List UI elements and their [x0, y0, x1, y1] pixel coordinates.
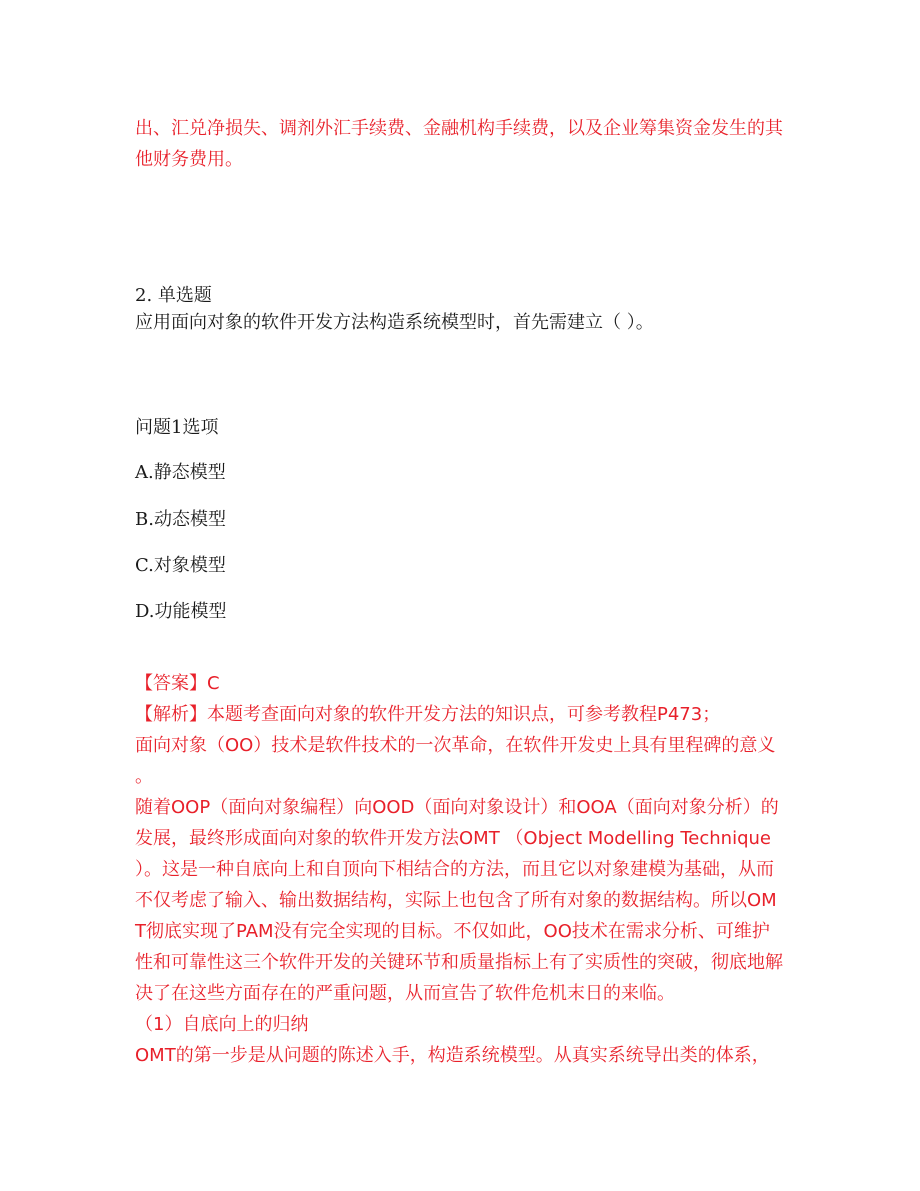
text-line: 他财务费用。 [135, 149, 243, 170]
analysis-line: 面向对象（OO）技术是软件技术的一次革命，在软件开发史上具有里程碑的意义 [135, 735, 776, 756]
analysis-line: OMT的第一步是从问题的陈述入手，构造系统模型。从真实系统导出类的体系， [135, 1045, 770, 1066]
top-paragraph [135, 113, 783, 175]
question-text: 应用面向对象的软件开发方法构造系统模型时，首先需建立（ ）。 [135, 312, 654, 333]
analysis-line: 性和可靠性这三个软件开发的关键环节和质量指标上有了实质性的突破，彻底地解 [135, 952, 783, 973]
analysis-line: T彻底实现了PAM没有完全实现的目标。不仅如此，OO技术在需求分析、可维护 [135, 921, 770, 942]
analysis-line: 不仅考虑了输入、输出数据结构，实际上也包含了所有对象的数据结构。所以OM [135, 890, 777, 911]
answer-line: 【答案】C [135, 673, 220, 694]
analysis-line: ）。这是一种自底向上和自顶向下相结合的方法，而且它以对象建模为基础，从而 [135, 859, 774, 880]
analysis-line: 随着OOP（面向对象编程）向OOD（面向对象设计）和OOA（面向对象分析）的 [135, 797, 779, 818]
answer-analysis [135, 668, 795, 1071]
option-d: D.功能模型 [135, 601, 227, 622]
analysis-line: 发展，最终形成面向对象的软件开发方法OMT （Object Modelling Technique [135, 828, 771, 849]
analysis-line: （1）自底向上的归纳 [135, 1014, 309, 1035]
options-heading: 问题1选项 [135, 417, 219, 438]
option-c: C.对象模型 [135, 555, 226, 576]
analysis-line: 决了在这些方面存在的严重问题，从而宣告了软件危机末日的来临。 [135, 983, 675, 1004]
analysis-line: 【解析】本题考查面向对象的软件开发方法的知识点，可参考教程P473； [135, 704, 721, 725]
option-b: B.动态模型 [135, 509, 226, 530]
question-number: 2. 单选题 [135, 285, 212, 306]
text-line: 出、汇兑净损失、调剂外汇手续费、金融机构手续费，以及企业筹集资金发生的其 [135, 118, 783, 139]
option-a: A.静态模型 [135, 462, 226, 483]
analysis-line: 。 [135, 766, 153, 787]
